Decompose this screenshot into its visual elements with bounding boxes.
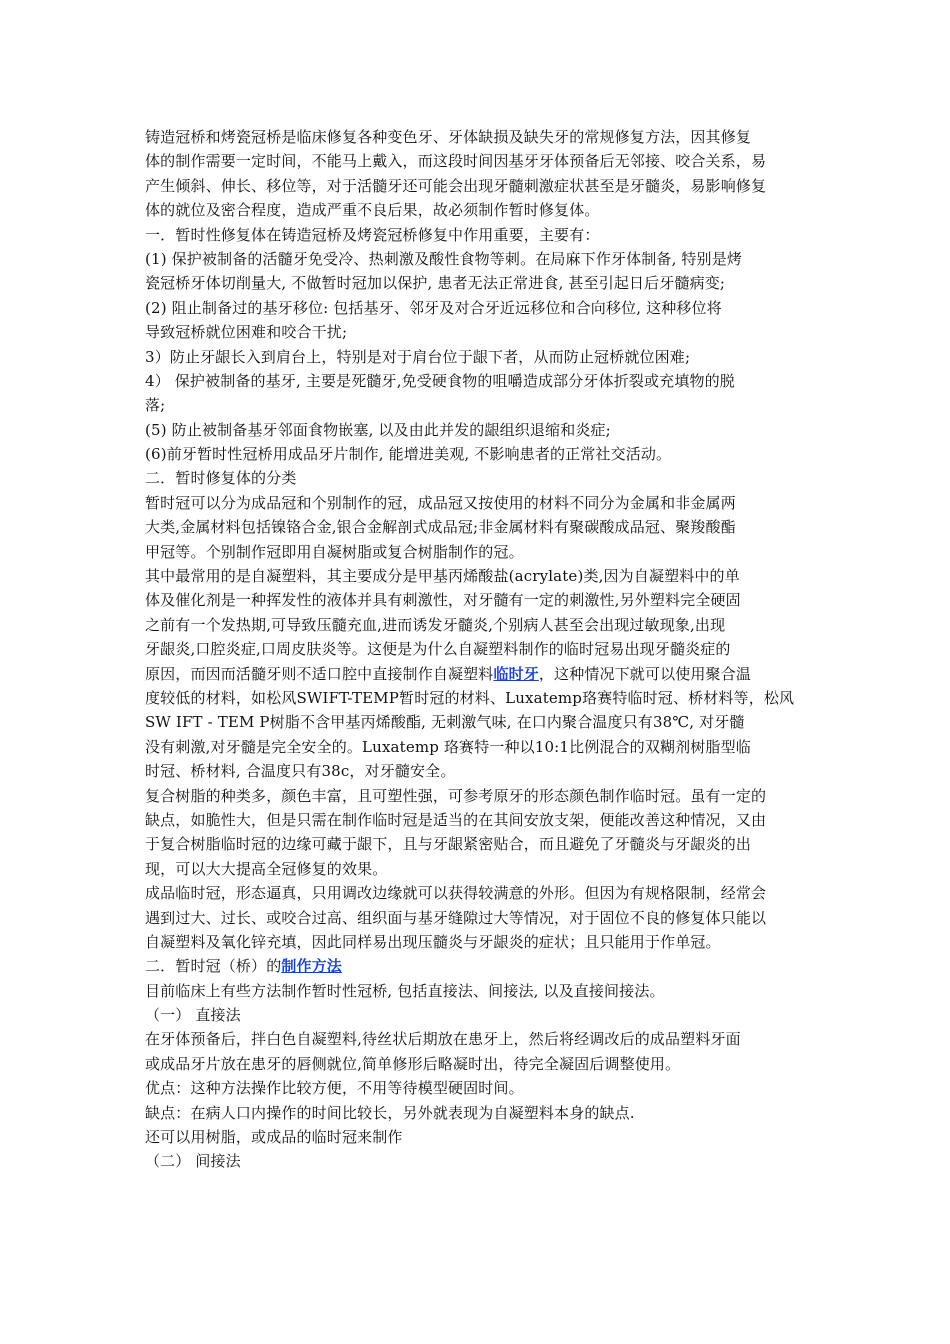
text-line: 时冠、桥材料, 合温度只有38c，对牙髓安全。 [145, 762, 456, 781]
text-line: 导致冠桥就位困难和咬合干扰; [145, 323, 348, 342]
fabrication-method-link[interactable]: 制作方法 [281, 957, 342, 976]
text-line: 二．暂时修复体的分类 [145, 469, 297, 488]
text-line: 铸造冠桥和烤瓷冠桥是临床修复各种变色牙、牙体缺损及缺失牙的常规修复方法，因其修复 [145, 128, 752, 146]
text-line: 现，可以大大提高全冠修复的效果。 [145, 859, 388, 878]
text-line: 3）防止牙龈长入到肩台上，特别是对于肩台位于龈下者，从而防止冠桥就位困难; [145, 347, 691, 366]
text-line: (6)前牙暂时性冠桥用成品牙片制作, 能增进美观, 不影响患者的正常社交活动。 [145, 445, 672, 464]
text-line: 目前临床上有些方法制作暂时性冠桥, 包括直接法、间接法, 以及直接间接法。 [145, 981, 665, 1000]
text-line: 瓷冠桥牙体切削量大, 不做暂时冠加以保护, 患者无法正常进食, 甚至引起日后牙髓病变; [145, 274, 726, 293]
text-line: 体的就位及密合程度，造成严重不良后果，故必须制作暂时修复体。 [145, 201, 600, 220]
text-line: (2) 阻止制备过的基牙移位: 包括基牙、邻牙及对合牙近远移位和合向移位, 这种移位将 [145, 298, 722, 317]
text-line: 自凝塑料及氧化锌充填，因此同样易出现压髓炎与牙龈炎的症状；且只能用于作单冠。 [145, 932, 721, 951]
text-line: 一．暂时性修复体在铸造冠桥及烤瓷冠桥修复中作用重要，主要有： [145, 225, 600, 244]
text-line: 遇到过大、过长、或咬合过高、组织面与基牙缝隙过大等情况，对于固位不良的修复体只能以 [145, 908, 767, 927]
text-line: 落; [145, 396, 166, 415]
text-line: 之前有一个发热期,可导致压髓充血,进而诱发牙髓炎,个别病人甚至会出现过敏现象,出现 [145, 615, 726, 634]
text-line: 暂时冠可以分为成品冠和个别制作的冠，成品冠又按使用的材料不同分为金属和非金属两 [145, 493, 736, 512]
text-line: 没有刺激,对牙髓是完全安全的。Luxatemp 珞赛特一种以10:1比例混合的双糊剂树脂型临 [145, 737, 751, 756]
text-segment: 二．暂时冠（桥）的 [145, 957, 282, 976]
text-line: 缺点，如脆性大，但是只需在制作临时冠是适当的在其间安放支架，便能改善这种情况，又由 [145, 810, 767, 829]
text-line: 其中最常用的是自凝塑料，其主要成分是甲基丙烯酸盐(acrylate)类,因为自凝塑料中的单 [145, 567, 740, 586]
text-line: (5) 防止被制备基牙邻面食物嵌塞, 以及由此并发的龈组织退缩和炎症; [145, 420, 611, 439]
document-body [145, 125, 809, 1174]
text-segment: 原因，而因而活髓牙则不适口腔中直接制作自凝塑料 [145, 664, 494, 683]
text-line: 在牙体预备后，拌白色自凝塑料,待丝状后期放在患牙上，然后将经调改后的成品塑料牙面 [145, 1030, 741, 1049]
text-line-with-link [145, 954, 809, 978]
text-line: 体及催化剂是一种挥发性的液体并具有刺激性，对牙髓有一定的刺激性,另外塑料完全硬固 [145, 591, 741, 610]
text-line: 产生倾斜、伸长、移位等，对于活髓牙还可能会出现牙髓刺激症状甚至是牙髓炎，易影响修复 [145, 176, 767, 195]
text-line: 甲冠等。个别制作冠即用自凝树脂或复合树脂制作的冠。 [145, 542, 524, 561]
text-line-with-link [145, 662, 809, 686]
text-line: （一） 直接法 [145, 1006, 241, 1025]
text-segment: ，这种情况下就可以使用聚合温 [538, 664, 752, 683]
text-line: 体的制作需要一定时间，不能马上戴入，而这段时间因基牙牙体预备后无邻接、咬合关系，易 [145, 152, 767, 171]
text-line: 优点：这种方法操作比较方便，不用等待模型硬固时间。 [145, 1079, 524, 1098]
text-line: 4） 保护被制备的基牙, 主要是死髓牙,免受硬食物的咀嚼造成部分牙体折裂或充填物的脱 [145, 371, 735, 390]
temporary-tooth-link[interactable]: 临时牙 [493, 664, 539, 683]
text-line: (1) 保护被制备的活髓牙免受冷、热刺激及酸性食物等刺。在局麻下作牙体制备, 特别是烤 [145, 249, 743, 268]
text-line: 缺点：在病人口内操作的时间比较长，另外就表现为自凝塑料本身的缺点. [145, 1103, 635, 1122]
text-line: 于复合树脂临时冠的边缘可藏于龈下，且与牙龈紧密贴合，而且避免了牙髓炎与牙龈炎的出 [145, 835, 752, 854]
text-line: 牙龈炎,口腔炎症,口周皮肤炎等。这便是为什么自凝塑料制作的临时冠易出现牙髓炎症的 [145, 640, 731, 659]
text-line: （二） 间接法 [145, 1152, 241, 1171]
text-line: 复合树脂的种类多，颜色丰富，且可塑性强，可参考原牙的形态颜色制作临时冠。虽有一定的 [145, 786, 767, 805]
text-line: SW IFT - TEM P树脂不含甲基丙烯酸酯, 无刺激气味, 在口内聚合温度只有38℃, 对牙髓 [145, 713, 745, 732]
text-line: 还可以用树脂，或成品的临时冠来制作 [145, 1128, 403, 1147]
text-line: 成品临时冠，形态逼真，只用调改边缘就可以获得较满意的外形。但因为有规格限制，经常会 [145, 884, 767, 903]
text-line: 大类,金属材料包括镍铬合金,银合金解剖式成品冠;非金属材料有聚碳酸成品冠、聚羧酸酯 [145, 518, 736, 537]
text-line: 度较低的材料，如松风SWIFT-TEMP暂时冠的材料、Luxatemp珞赛特临时冠、桥材料等，松风 [145, 688, 795, 707]
text-line: 或成品牙片放在患牙的唇侧就位,简单修形后略凝时出，待完全凝固后调整使用。 [145, 1054, 681, 1073]
